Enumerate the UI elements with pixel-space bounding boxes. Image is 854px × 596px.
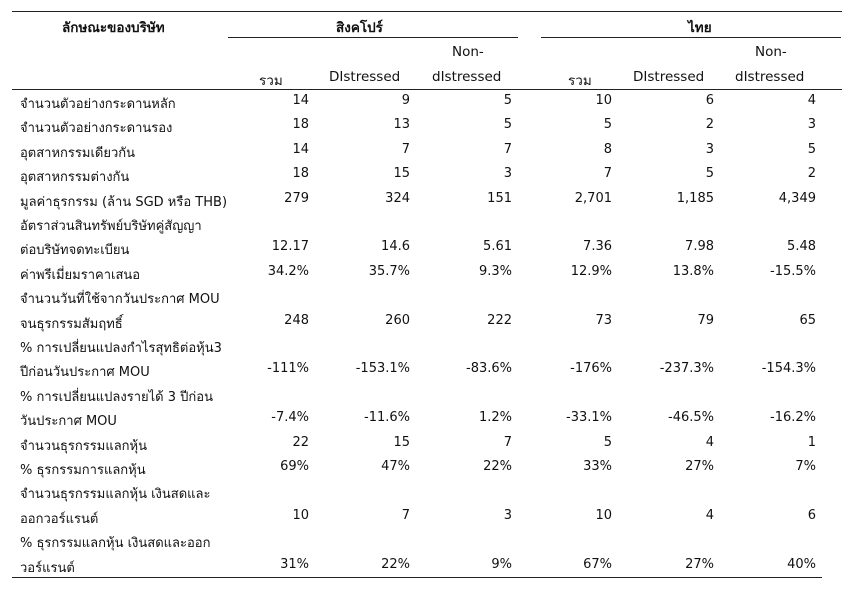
table-cell: 3	[807, 117, 816, 133]
table-cell: 5.48	[787, 239, 816, 255]
sg-nondistressed-line2: dIstressed	[432, 69, 502, 85]
table-cell: -46.5%	[668, 410, 714, 426]
row-label: วันประกาศ MOU	[20, 414, 117, 430]
table-cell: -7.4%	[271, 410, 309, 426]
th-total-header: รวม	[568, 73, 592, 89]
table-cell: 18	[292, 166, 309, 182]
table-cell: 10	[292, 507, 309, 523]
row-label: จำนวนตัวอย่างกระดานหลัก	[20, 97, 176, 112]
header-singapore: สิงคโปร์	[336, 20, 383, 36]
table-cell: 4,349	[778, 190, 816, 206]
table-cell: 5	[807, 141, 816, 157]
table-cell: 7	[401, 507, 410, 523]
table-cell: 3	[503, 166, 512, 182]
bottom-rule	[12, 577, 822, 578]
row-label: จำนวนตัวอย่างกระดานรอง	[20, 121, 173, 137]
table-cell: 14	[292, 93, 309, 108]
row-label: จนธุรกรรมสัมฤทธิ์	[20, 316, 123, 332]
table-cell: 4	[807, 93, 816, 108]
table-cell: -83.6%	[466, 361, 512, 377]
row-label: ปีก่อนวันประกาศ MOU	[20, 365, 150, 381]
table-cell: 4	[705, 507, 714, 523]
singapore-group-rule	[228, 37, 518, 38]
table-cell: 7%	[795, 459, 816, 474]
table-cell: 22%	[483, 459, 512, 474]
th-nondistressed-line2: dIstressed	[735, 69, 805, 85]
table-cell: 7	[503, 434, 512, 450]
table-cell: 5	[705, 166, 714, 182]
table-cell: 47%	[381, 459, 410, 474]
table-cell: 3	[705, 141, 714, 157]
table-cell: 27%	[685, 459, 714, 474]
table-cell: 279	[284, 190, 309, 206]
table-cell: 15	[393, 434, 410, 450]
table-cell: 9%	[491, 556, 512, 572]
table-cell: -11.6%	[364, 410, 410, 426]
table-cell: 14.6	[381, 239, 410, 255]
table-cell: 5	[603, 117, 612, 133]
table-cell: 35.7%	[368, 263, 410, 279]
table-cell: 9.3%	[478, 263, 512, 279]
table-cell: -111%	[267, 361, 309, 377]
table-cell: -15.5%	[770, 263, 816, 279]
table-cell: 18	[292, 117, 309, 133]
table-cell: 69%	[280, 459, 309, 474]
table-cell: 5	[603, 434, 612, 450]
row-label: % การเปลี่ยนแปลงกำไรสุทธิต่อหุ้น3	[20, 341, 222, 356]
table-cell: 5	[503, 117, 512, 133]
table-cell: -154.3%	[761, 361, 816, 377]
table-cell: 31%	[280, 556, 309, 572]
table-cell: 5	[503, 93, 512, 108]
table-cell: 260	[385, 312, 410, 328]
table-cell: 15	[393, 166, 410, 182]
top-rule	[12, 11, 842, 12]
row-label: % การเปลี่ยนแปลงรายได้ 3 ปีก่อน	[20, 389, 213, 405]
table-cell: 7	[503, 141, 512, 157]
table-cell: 2	[807, 166, 816, 182]
table-cell: 2,701	[574, 190, 612, 206]
row-label: จำนวนธุรกรรมแลกหุ้น เงินสดและ	[20, 487, 211, 503]
table-cell: 2	[705, 117, 714, 133]
th-distressed-header: DIstressed	[633, 69, 705, 85]
table-cell: 13	[393, 117, 410, 133]
table-cell: 12.17	[271, 239, 309, 255]
table-cell: 1.2%	[478, 410, 512, 426]
table-cell: 65	[799, 312, 816, 328]
table-cell: -176%	[570, 361, 612, 377]
table-cell: 22%	[381, 556, 410, 572]
table-cell: 5.61	[483, 239, 512, 255]
table-cell: 14	[292, 141, 309, 157]
table-cell: 6	[705, 93, 714, 108]
table-cell: 12.9%	[570, 263, 612, 279]
table-cell: 7.36	[583, 239, 612, 255]
table-cell: 151	[487, 190, 512, 206]
table-cell: 9	[401, 93, 410, 108]
row-label: จำนวนธุรกรรมแลกหุ้น	[20, 438, 147, 454]
table-cell: 324	[385, 190, 410, 206]
header-bottom-rule	[12, 89, 842, 90]
row-label: ต่อบริษัทจดทะเบียน	[20, 243, 130, 259]
table-cell: 1,185	[676, 190, 714, 206]
table-cell: 7	[401, 141, 410, 157]
table-cell: 33%	[583, 459, 612, 474]
row-label: อุตสาหกรรมต่างกัน	[20, 170, 130, 186]
table-cell: 8	[603, 141, 612, 157]
thailand-group-rule	[541, 37, 841, 38]
table-cell: 248	[284, 312, 309, 328]
th-nondistressed-line1: Non-	[755, 44, 787, 60]
row-label: จำนวนวันที่ใช้จากวันประกาศ MOU	[20, 292, 220, 308]
table-cell: -237.3%	[659, 361, 714, 377]
row-label: ออกวอร์แรนต์	[20, 511, 99, 527]
table-cell: 1	[807, 434, 816, 450]
table-cell: -153.1%	[355, 361, 410, 377]
table-cell: 79	[697, 312, 714, 328]
table-cell: 7	[603, 166, 612, 182]
row-label: อัตราส่วนสินทรัพย์บริษัทคู่สัญญา	[20, 219, 202, 234]
table-cell: 67%	[583, 556, 612, 572]
table-cell: 13.8%	[672, 263, 714, 279]
row-label: มูลค่าธุรกรรม (ล้าน SGD หรือ THB)	[20, 194, 228, 210]
row-label: อุตสาหกรรมเดียวกัน	[20, 145, 136, 161]
table-cell: 10	[595, 93, 612, 108]
table-cell: 34.2%	[267, 263, 309, 279]
table-cell: 222	[487, 312, 512, 328]
table-cell: 73	[595, 312, 612, 328]
table-cell: 4	[705, 434, 714, 450]
row-label: % ธุรกรรมการแลกหุ้น	[20, 463, 146, 478]
sg-total-header: รวม	[259, 73, 283, 89]
table-cell: 40%	[787, 556, 816, 572]
table-cell: 10	[595, 507, 612, 523]
table-cell: 27%	[685, 556, 714, 572]
table-cell: 7.98	[685, 239, 714, 255]
table-cell: 3	[503, 507, 512, 523]
sg-distressed-header: DIstressed	[329, 69, 401, 85]
row-label: วอร์แรนต์	[20, 560, 75, 576]
row-label: % ธุรกรรมแลกหุ้น เงินสดและออก	[20, 536, 211, 552]
table-cell: -33.1%	[566, 410, 612, 426]
header-characteristic: ลักษณะของบริษัท	[62, 20, 165, 36]
table-cell: -16.2%	[770, 410, 816, 426]
sg-nondistressed-line1: Non-	[452, 44, 484, 60]
table-cell: 6	[807, 507, 816, 523]
table-cell: 22	[292, 434, 309, 450]
row-label: ค่าพรีเมี่ยมราคาเสนอ	[20, 267, 141, 283]
header-thailand: ไทย	[688, 20, 712, 36]
